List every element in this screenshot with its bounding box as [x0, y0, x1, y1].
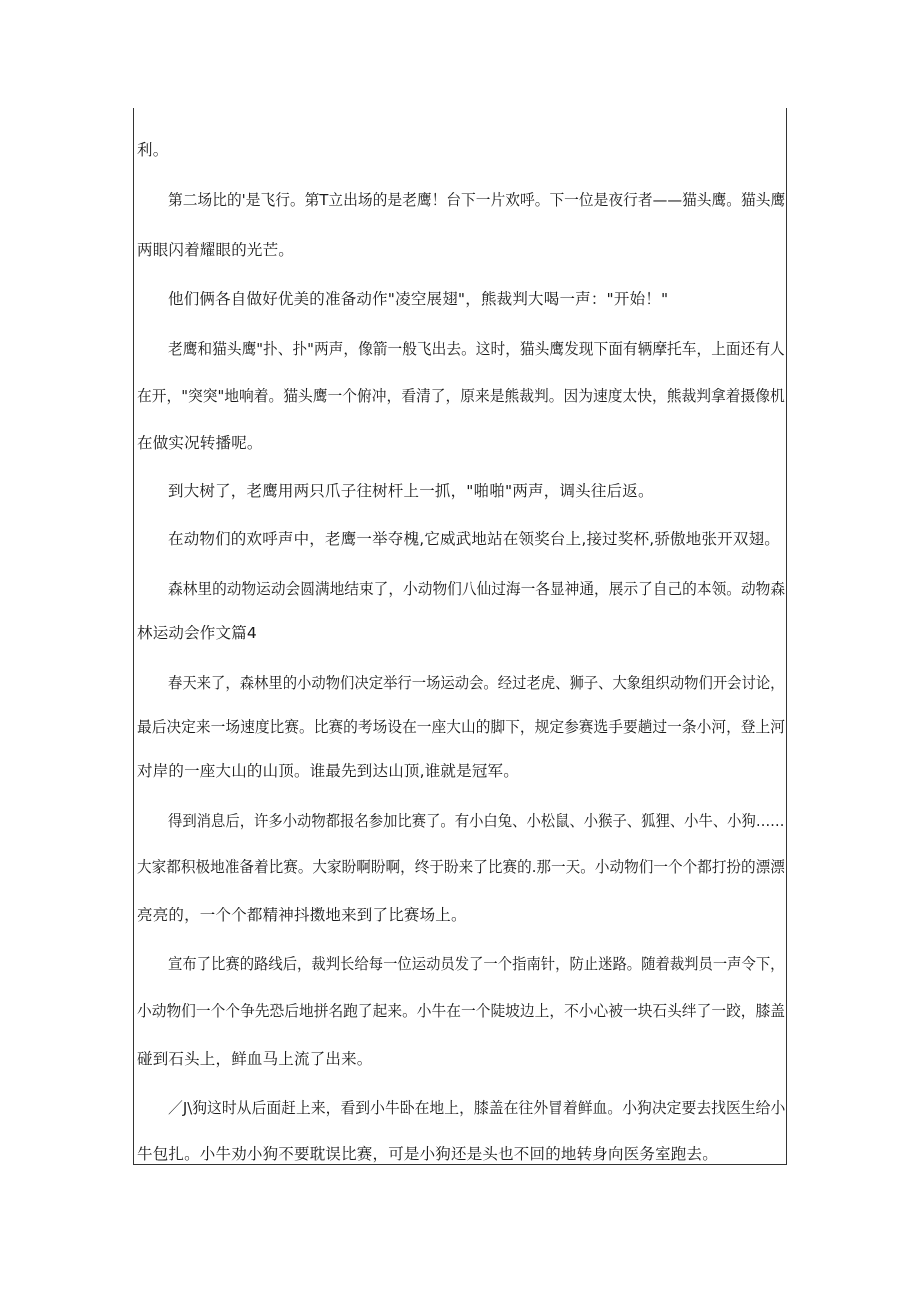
text-line: 牛包扎。小牛劝小狗不要耽误比赛，可是小狗还是头也不回的地转身向医务室跑去。: [137, 1145, 718, 1163]
text-line: 森林里的动物运动会圆满地结束了，小动物们八仙过海一各显神通，展示了自己的本领。动物森: [168, 580, 786, 598]
text-line: 在动物们的欢呼声中，老鹰一举夺槐,它威武地站在领奖台上,接过奖杯,骄傲地张开双翅。: [168, 530, 780, 548]
text-line: ／J\狗这时从后面赶上来，看到小牛卧在地上，膝盖在往外冒着鲜血。小狗决定要去找医生给小: [168, 1099, 786, 1117]
text-line: 春天来了，森林里的小动物们决定举行一场运动会。经过老虎、狮子、大象组织动物们开会讨论，: [168, 674, 785, 692]
text-line: 到大树了，老鹰用两只爪子往树杆上一抓，"啪啪"两声，调头往后返。: [168, 482, 654, 500]
text-line: 两眼闪着耀眼的光芒。: [137, 241, 295, 259]
text-line: 得到消息后，许多小动物都报名参加比赛了。有小白兔、小松鼠、小猴子、狐狸、小牛、小狗……: [168, 812, 785, 830]
text-line: 在做实况转播呢。: [137, 434, 263, 452]
text-line: 碰到石头上，鲜血马上流了出来。: [137, 1050, 373, 1068]
text-line: 对岸的一座大山的山顶。谁最先到达山顶,谁就是冠军。: [137, 762, 519, 780]
text-line: 利。: [137, 141, 169, 159]
text-line: 大家都积极地准备着比赛。大家盼啊盼啊，终于盼来了比赛的.那一天。小动物们一个个都打扮的漂漂: [137, 858, 785, 876]
text-line: 宣布了比赛的路线后，裁判长给每一位运动员发了一个指南针，防止迷路。随着裁判员一声令下，: [168, 955, 785, 973]
text-line: 最后决定来一场速度比赛。比赛的考场设在一座大山的脚下，规定参赛选手要趟过一条小河，登上河: [137, 718, 785, 736]
text-line: 林运动会作文篇4: [137, 624, 257, 642]
text-line: 他们俩各自做好优美的准备动作"凌空展翅"，熊裁判大喝一声："开始！": [168, 290, 669, 308]
page-frame: [133, 108, 787, 1165]
text-line: 老鹰和猫头鹰"扑、扑"两声，像箭一般飞出去。这时，猫头鹰发现下面有辆摩托车，上面还有人: [168, 340, 785, 358]
text-line: 第二场比的'是飞行。第T立出场的是老鹰！台下一片欢呼。下一位是夜行者——猫头鹰。猫头鹰: [168, 191, 786, 209]
text-line: 小动物们一个个争先恐后地拼名跑了起来。小牛在一个陡坡边上，不小心被一块石头绊了一跤，膝盖: [137, 1002, 785, 1020]
text-line: 在开，"突突"地响着。猫头鹰一个俯冲，看清了，原来是熊裁判。因为速度太快，熊裁判拿着摄像机: [137, 387, 785, 405]
text-line: 亮亮的，一个个都精神抖擞地来到了比赛场上。: [137, 906, 467, 924]
